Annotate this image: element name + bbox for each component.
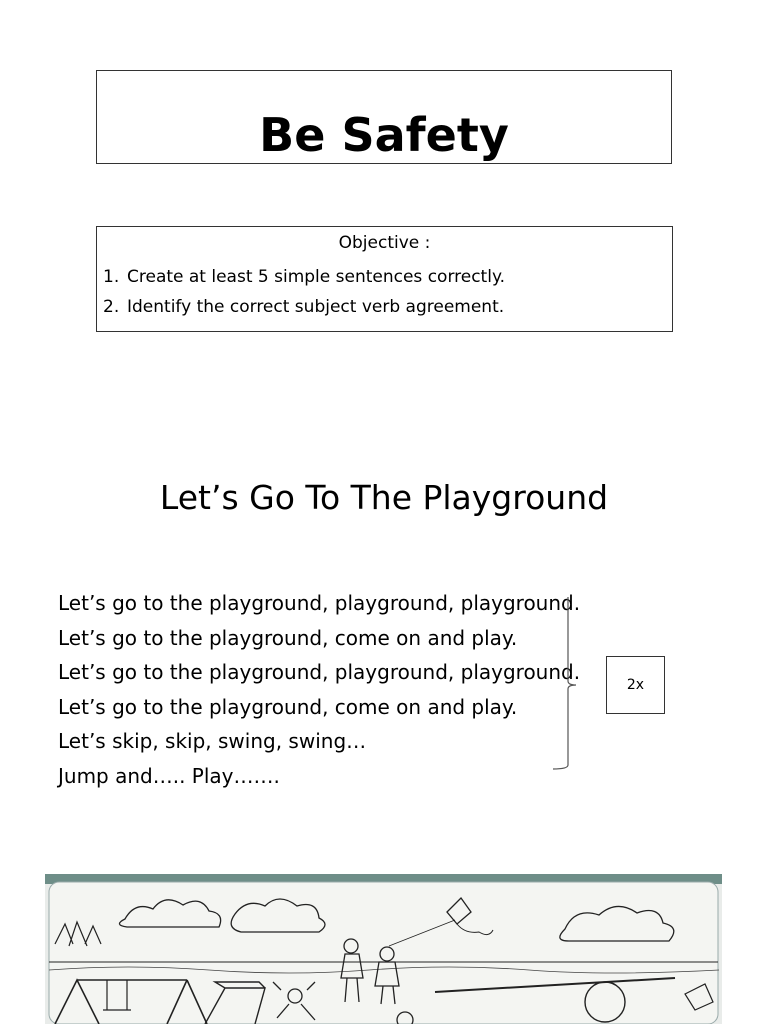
lyric-line: Let’s go to the playground, playground, playground. — [58, 591, 581, 615]
objective-text: Create at least 5 simple sentences correctly. — [127, 267, 505, 287]
lyric-line: Let’s go to the playground, come on and play. — [58, 694, 518, 719]
lyric-line: Let’s go to the playground, playground, playground. — [58, 660, 581, 685]
song-title: Let’s Go To The Playground — [159, 478, 609, 517]
lyric-line: Jump and….. Play……. — [58, 763, 280, 788]
lyrics — [58, 586, 580, 794]
objective-text: Identify the correct subject verb agreement. — [127, 297, 505, 317]
title-box — [96, 70, 672, 164]
objective-heading: Objective : — [338, 233, 431, 253]
repeat-bracket — [552, 597, 582, 773]
objective-item — [103, 292, 505, 322]
playground-illustration-icon — [45, 874, 722, 1024]
page-title: Be Safety — [259, 108, 509, 162]
lyric-line: Let’s skip, skip, swing, swing… — [58, 729, 367, 754]
objective-box — [96, 226, 673, 332]
objective-item — [103, 262, 505, 292]
repeat-badge: 2x — [606, 656, 665, 714]
lyric-line: Let’s go to the playground, come on and play. — [58, 625, 518, 650]
objective-list — [103, 262, 505, 322]
objective-number: 1. — [103, 267, 120, 287]
objective-number: 2. — [103, 297, 120, 317]
